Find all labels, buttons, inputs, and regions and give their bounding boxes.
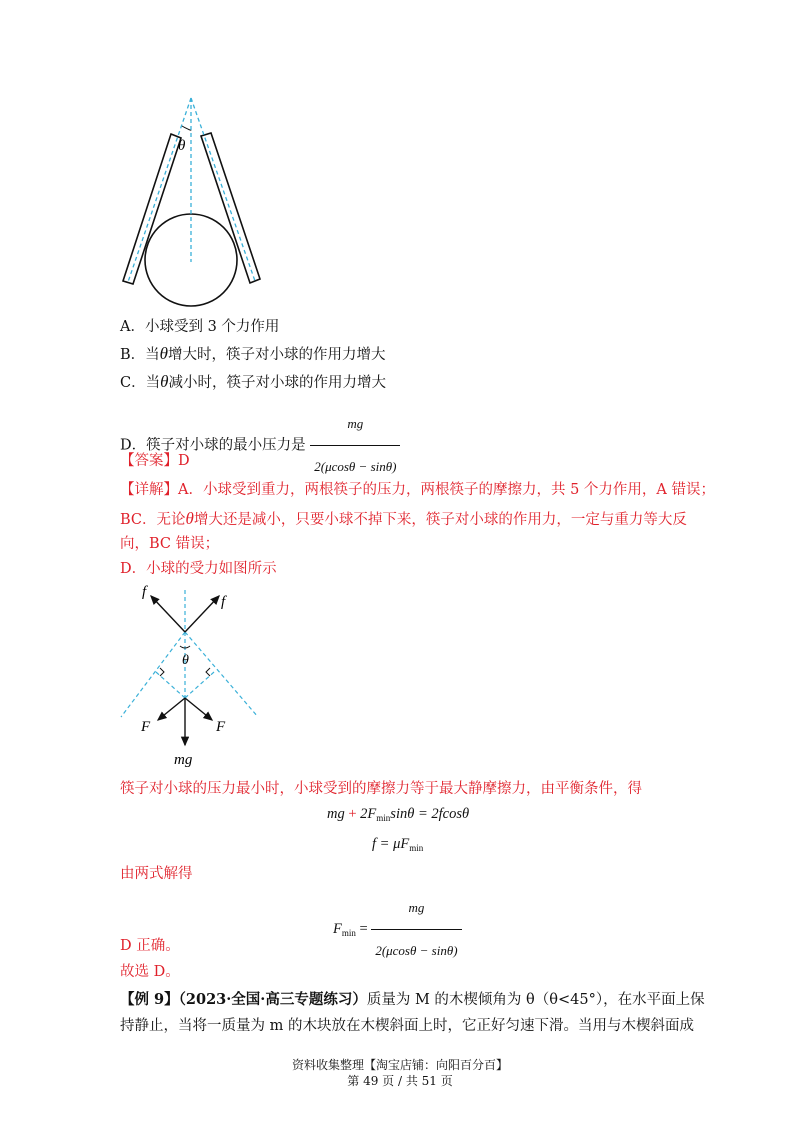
explain-line-4: D．小球的受力如图所示 <box>120 561 277 577</box>
example-line-1-rest: 质量为 M 的木楔倾角为 θ（θ<45°），在水平面上保 <box>366 992 705 1008</box>
normal-left-label: F <box>141 719 151 735</box>
eq1-plus: + <box>348 806 357 822</box>
friction-right-label: f <box>221 594 226 610</box>
explain-line-2-prefix: BC．无论 <box>120 512 186 528</box>
solution-line-2: 由两式解得 <box>120 866 193 882</box>
eq1-mg: mg <box>327 806 345 822</box>
option-d <box>120 404 400 487</box>
normal-right-label: F <box>216 719 226 735</box>
example-line-2: 持静止，当将一质量为 m 的木块放在木楔斜面上时，它正好匀速下滑。当用与木楔斜面成 <box>120 1018 694 1034</box>
option-d-numerator: mg <box>310 404 400 446</box>
normal-left-arrow <box>158 698 185 720</box>
option-d-denominator: 2(μcosθ − sinθ) <box>314 459 397 474</box>
footer-page-number: 第 49 页 / 共 51 页 <box>347 1074 453 1088</box>
footer-source: 资料收集整理【淘宝店铺：向阳百分百】 <box>291 1058 508 1072</box>
eq3-fraction <box>371 888 461 971</box>
force-diagram <box>118 580 268 770</box>
explain-line-2 <box>120 509 687 530</box>
equation-3 <box>333 888 462 971</box>
explain-line-3: 向，BC 错误； <box>120 536 220 552</box>
option-a: A．小球受到 3 个力作用 <box>120 319 280 335</box>
option-c <box>120 372 386 393</box>
eq1-rest: sinθ = 2fcosθ <box>390 806 470 822</box>
theta-label: θ <box>182 653 189 668</box>
chopsticks-ball-figure <box>110 92 270 312</box>
left-chopstick <box>123 134 181 284</box>
option-b-prefix: B．当 <box>120 347 160 363</box>
angle-arc <box>182 126 191 130</box>
explain-line-1: 【详解】A．小球受到重力，两根筷子的压力，两根筷子的摩擦力，共 5 个力作用，A 错误； <box>120 482 715 498</box>
eq3-equals: = <box>359 920 368 937</box>
dashed-left-slope <box>121 632 185 717</box>
theta-label: θ <box>178 138 186 154</box>
eq2-sub: min <box>409 843 424 853</box>
normal-right-arrow <box>185 698 212 720</box>
option-d-fraction <box>310 404 400 487</box>
friction-right-arrow <box>185 596 219 632</box>
eq3-numerator: mg <box>371 888 461 930</box>
gravity-label: mg <box>174 752 193 768</box>
option-c-suffix: 减小时，筷子对小球的作用力增大 <box>168 375 386 391</box>
option-c-prefix: C．当 <box>120 375 161 391</box>
solution-line-1: 筷子对小球的压力最小时，小球受到的摩擦力等于最大静摩擦力，由平衡条件，得 <box>120 781 642 797</box>
eq3-lhs: F <box>333 920 342 937</box>
friction-left-arrow <box>151 596 185 632</box>
example-tag: 【例 9】（2023·全国·高三专题练习） <box>120 991 367 1008</box>
option-d-prefix: D．筷子对小球的最小压力是 <box>120 437 306 454</box>
right-angle-right <box>206 668 210 676</box>
eq1-term: 2F <box>360 806 377 822</box>
eq3-lhs-sub: min <box>341 927 356 938</box>
equation-1 <box>327 804 469 828</box>
dashed-right-slope <box>185 632 258 717</box>
option-c-theta: θ <box>160 372 169 391</box>
friction-left-label: f <box>142 584 147 600</box>
option-b-theta: θ <box>159 344 169 363</box>
right-chopstick <box>201 133 260 283</box>
right-angle-left <box>160 668 164 676</box>
explain-line-2-suffix: 增大还是减小，只要小球不掉下来，筷子对小球的作用力，一定与重力等大反 <box>193 512 687 528</box>
answer-label: 【答案】D <box>120 453 190 469</box>
equation-2 <box>372 834 423 858</box>
solution-line-3: D 正确。 <box>120 938 180 954</box>
solution-line-4: 故选 D。 <box>120 964 180 980</box>
option-b <box>120 344 386 365</box>
eq3-denominator: 2(μcosθ − sinθ) <box>375 943 458 958</box>
explain-theta: θ <box>185 509 194 528</box>
option-b-suffix: 增大时，筷子对小球的作用力增大 <box>168 347 386 363</box>
eq2-main: f = μF <box>372 836 410 852</box>
example-line-1 <box>120 990 705 1010</box>
eq1-term-sub: min <box>376 813 391 823</box>
